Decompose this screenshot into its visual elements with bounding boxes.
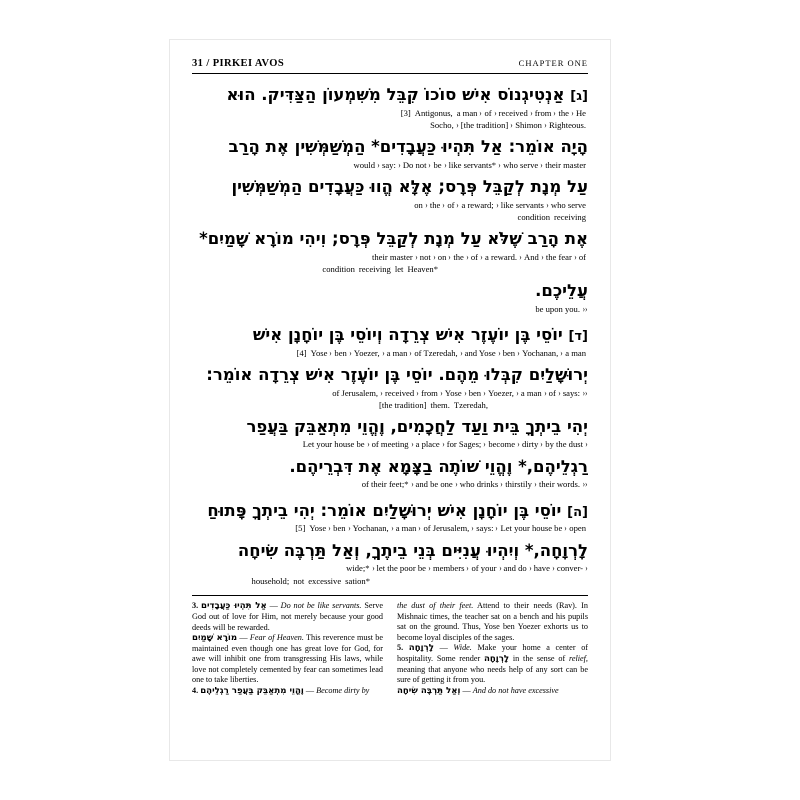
footnote-4b-text: Attend to their needs (Rav). In Mishnaic times, the teacher sat on a bench and his pupils sat on the ground. Thus, Yose ben Yoezer exhorts us to become loyal disciples of the sages. — [397, 601, 588, 642]
header-rule — [192, 73, 588, 74]
mishnah-4-gloss-4: ‹by the dust‹dirty‹become‹for Sages;‹a place‹of meeting‹Let your house be — [302, 439, 588, 450]
footnote-5a-italic-2: relief, — [568, 653, 588, 663]
footnote-5b: וְאַל תַּרְבֶּה שִׂיחָה — And do not have excessive — [397, 685, 559, 696]
footnote-3a-hebrew: אַל תִּהְיוּ כַּעֲבָדִים — [201, 601, 267, 612]
mishnah-3-gloss-5: receivingcondition — [517, 212, 586, 223]
mishnah-3-gloss-3: their master‹who serve‹like servants*‹be‹Do not‹say:‹would — [353, 160, 586, 171]
mishnah-4-hebrew-line-2: יְרוּשָׁלַיִם קִבְּלוּ מֵהֶם. יוֹסֵי בֶּן יוֹעֶזֶר אִישׁ צְרֵדָה אוֹמֵר: — [206, 364, 588, 384]
mishnah-3-gloss-4: who serve‹like servants‹a reward;‹of‹the‹on — [414, 200, 586, 211]
footnote-4b-italic: the dust of their feet. — [397, 601, 474, 611]
mishnah-4-hebrew-line-4: רַגְלֵיהֶם,* וֶהֱוֵי שׁוֹתֶה בַצָּמָא אֶת דִּבְרֵיהֶם. — [289, 456, 588, 476]
mishnah-5-gloss-1: open‹Let your house be‹says:‹of Jerusalem,‹a man‹Yochanan,‹ben‹Yose[5] — [295, 523, 586, 534]
mishnah-3-gloss-2: Righteous.‹Shimon‹[the tradition]‹Socho, — [430, 120, 586, 131]
footnote-3a-num: 3. — [192, 601, 199, 611]
mishnah-4-gloss-3: Tzeredah,them.[the tradition] — [379, 399, 488, 410]
footnote-3b-italic: Fear of Heaven. — [249, 633, 304, 643]
footnote-3a-text: Serve God out of love for Him, not merely because your good deeds will be rewarded. — [192, 601, 383, 632]
header-separator: / — [203, 58, 213, 69]
mishnah-5-gloss-3: sation*excessivenothousehold; — [251, 575, 370, 586]
mishnah-3-hebrew-line-4: אֶת הָרַב שֶׁלֹּא עַל מְנָת לְקַבֵּל פְּרָס; וִיהִי מוֹרָא שָׁמַיִם* — [199, 229, 588, 249]
mishnah-4-hebrew-line-1: [ד] יוֹסֵי בֶּן יוֹעֶזֶר אִישׁ צְרֵדָה וְיוֹסֵי בֶּן יוֹחָנָן אִישׁ — [252, 324, 588, 344]
header-left — [192, 58, 284, 69]
mishnah-4-gloss-2: ‹‹says:‹of‹a man‹Yoezer,‹ben‹Yose‹from‹received‹of Jerusalem, — [332, 387, 588, 398]
mishnah-3-hebrew-line-2: הָיָה אוֹמֵר: אַל תִּהְיוּ כַּעֲבָדִים* הַמְשַׁמְּשִׁין אֶת הָרַב — [228, 137, 588, 157]
page-number: 31 — [192, 58, 204, 69]
footnote-4b — [397, 601, 588, 643]
mishnah-4-hebrew-line-3: יְהִי בֵיתְךָ בֵּית וַעַד לַחֲכָמִים, וֶהֱוֵי מִתְאַבֵּק בַּעֲפַר — [246, 416, 588, 436]
mishnah-4-gloss-1: a man‹Yochanan,‹ben‹and Yose‹of Tzeredah,‹a man‹Yoezer,‹ben‹Yose[4] — [296, 347, 586, 358]
mishnah-5-gloss-2: ‹conver-‹have‹and do‹of your‹members‹let the poor be‹wide;* — [346, 563, 588, 574]
footnote-4a-num: 4. — [192, 685, 199, 695]
footnote-4a: 4. וֶהֱוֵי מִתְאַבֵּק בַּעֲפַר רַגְלֵיהֶם — Become dirty by — [192, 685, 370, 696]
footnote-4a-hebrew: וֶהֱוֵי מִתְאַבֵּק בַּעֲפַר רַגְלֵיהֶם — [200, 685, 304, 696]
footnote-3a: 3. אַל תִּהְיוּ כַּעֲבָדִים — Do not be like servants. Serve God out of love for Him, not merely because your good deeds will be rewarded. — [192, 601, 383, 632]
footnote-5a-hebrew: לָרְוָחָה — [408, 642, 434, 653]
footnote-5b-italic: And do not have excessive — [472, 685, 559, 695]
mishnah-5-hebrew-line-1: [ה] יוֹסֵי בֶּן יוֹחָנָן אִישׁ יְרוּשָׁלַיִם אוֹמֵר: יְהִי בֵיתְךָ פָּתוּחַ — [207, 500, 588, 520]
chapter-label: CHAPTER ONE — [518, 58, 588, 68]
mishnah-3-hebrew-line-3: עַל מְנָת לְקַבֵּל פְּרָס; אֶלָּא הֱווּ כַּעֲבָדִים הַמְשַׁמְּשִׁין — [231, 177, 588, 197]
mishnah-3-hebrew-line-5: עֲלֵיכֶם. — [535, 280, 588, 300]
footnote-5a: 5. לָרְוָחָה — Wide. Make your home a center of hospitality. Some render לָרְוָחָה in the sense of relief, meaning that anyone who needs help of any sort can be sure of getting it from you. — [397, 642, 589, 685]
footnote-5a-num: 5. — [397, 642, 404, 652]
mishnah-3-hebrew-line-1: [ג] אַנְטִיגְנוֹס אִישׁ סוֹכוֹ קִבֵּל מִשִּׁמְעוֹן הַצַּדִּיק. הוּא — [226, 85, 588, 104]
footnote-4a-italic: Become dirty by — [316, 685, 370, 695]
mishnah-5-hebrew-line-2: לָרְוָחָה,* וְיִהְיוּ עֲנִיִּים בְּנֵי בֵיתֶךָ, וְאַל תַּרְבֶּה שִׂיחָה — [237, 540, 588, 560]
footnote-5a-text-2: in the sense of — [509, 653, 569, 663]
footnote-3b: מוֹרָא שָׁמַיִם — Fear of Heaven. This reverence must be maintained even though one has great love for God, for awe will inhibit one from transgressing His laws, while love not completely cemented by fear can sometimes lead one to take liberties. — [192, 633, 384, 685]
book-title: PIRKEI AVOS — [212, 58, 285, 69]
mishnah-5-marker: [ה] — [567, 504, 588, 520]
footnote-5a-hebrew-2: לָרְוָחָה — [483, 653, 510, 664]
footnotes — [192, 595, 588, 696]
mishnah-body — [192, 84, 588, 586]
mishnah-4-gloss-5: ‹‹their words.‹thirstily‹who drinks‹and be one‹of their feet;* — [361, 479, 588, 490]
footnote-3b-hebrew: מוֹרָא שָׁמַיִם — [192, 633, 238, 644]
footnote-3a-italic: Do not be like servants. — [280, 601, 362, 611]
mishnah-3-gloss-1: He‹the‹from‹received‹of‹a manAntigonus,[3] — [400, 107, 586, 118]
footnote-5a-italic: Wide. — [453, 642, 472, 652]
footnote-5a-text-3: meaning that anyone who needs help of any sort can be sure of getting it from you. — [397, 664, 588, 685]
footnote-5a-text: Make your home a center of hospitality. Some render — [397, 642, 589, 663]
mishnah-4-marker: [ד] — [568, 328, 588, 344]
mishnah-3-marker: [ג] — [570, 89, 588, 104]
footnote-5b-hebrew: וְאַל תַּרְבֶּה שִׂיחָה — [397, 685, 461, 696]
mishnah-3-gloss-7: Heaven*letreceivingcondition — [322, 264, 438, 275]
page-header — [192, 58, 588, 73]
footnote-3b-text: This reverence must be maintained even though one has great love for God, for awe will inhibit one from transgressing His laws, while love not completely cemented by fear can sometimes lead one to take liberties. — [192, 633, 384, 685]
mishnah-3-gloss-8: ‹‹be upon you. — [535, 303, 588, 314]
book-page — [170, 40, 610, 760]
mishnah-3-gloss-6: of‹the fear‹And‹a reward.‹of‹the‹on‹not‹their master — [371, 251, 586, 262]
